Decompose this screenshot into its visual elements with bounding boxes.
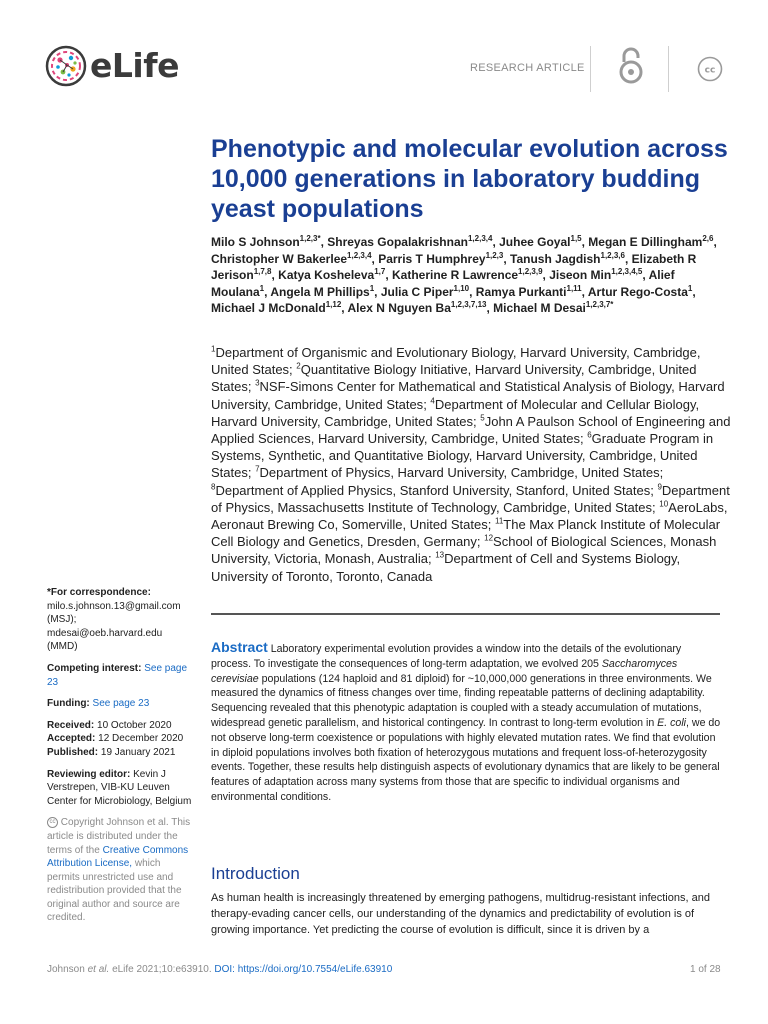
funding-link[interactable]: See page 23 xyxy=(92,698,150,710)
abstract-text-2: populations (124 haploid and 81 diploid) for ~10,000,000 generations in three environments. We measured the dynamics of fitness changes over time, finding repeatable patterns of declining adaptability. Sequencing revealed that this phenotypic adaptation is coupled with a steady accumulation of mutations, widespread genetic parallelism, and historical contingency. In contrast to long-term evolution in xyxy=(211,672,712,729)
author-affiliation-ref: 1 xyxy=(687,283,693,293)
author-affiliation-ref: 1 xyxy=(259,283,265,293)
author-name: Katya Kosheleva xyxy=(278,268,375,283)
abstract-section xyxy=(211,640,723,805)
author-list: Milo S Johnson$^{1,2,3*}$, Shreyas Gopalakrishnan$^{1,2,3,4}$, Juhee Goyal$^{1,5}$, Megan E Dillingham$^{2,6}$, Christopher W Bakerlee$^{1,2,3,4}$, Parris T Humphrey$^{1,2,3}$, Tanush Jagdish$^{1,2,3,6}$, Elizabeth R Jerison$^{1,7,8}$, Katya Kosheleva$^{1,7}$, Katherine R Lawrence$^{1,2,3,9}$, Jiseon Min$^{1,2,3,4,5}$, Alief Moulana$^1$, Angela M Phillips$^1$, Julia C Piper$^{1,10}$, Ramya Purkanti$^{1,11}$, Artur Rego-Costa$^1$, Michael J McDonald$^{1,12}$, Alex N Nguyen Ba$^{1,2,3,7,13}$, Michael M Desai$^{1,2,3,7*}$ xyxy=(211,234,717,316)
affiliation-text: Department of Applied Physics, Stanford University, Stanford, United States xyxy=(215,482,651,498)
introduction-text: As human health is increasingly threatened by emerging pathogens, multidrug-resistant infections, and therapy-evading cancer cells, our understanding of the dynamics and predictability of evolution is of growing importance. Yet predicting the course of evolution is difficult, since it is driven by a xyxy=(211,892,710,936)
author-name: Michael M Desai xyxy=(493,301,586,316)
elife-logo-icon xyxy=(44,44,88,88)
affiliation-text: AeroLabs, Aeronaut Brewing Co, Somerville, United States xyxy=(211,499,728,533)
affiliation-text: The Max Planck Institute of Molecular Cell Biology and Genetics, Dresden, Germany xyxy=(211,517,721,550)
affiliation-text: Department of Cell and Systems Biology, University of Toronto, Toronto, Canada xyxy=(211,551,681,584)
funding-label: Funding: xyxy=(47,698,90,710)
header-divider xyxy=(668,46,669,92)
article-sidebar xyxy=(47,586,195,933)
affiliation-number: 5 xyxy=(480,413,485,423)
affiliation-number: 8 xyxy=(211,482,216,492)
correspondence-label: *For correspondence: xyxy=(47,587,151,598)
author-name: Ramya Purkanti xyxy=(475,284,567,299)
received-date: 10 October 2020 xyxy=(97,719,172,731)
abstract-text-3: , we do not observe long-term coexistence or populations with highly elevated mutation rates. We find that evolution in diploid populations involves both fixation of heterozygous mutations and frequent loss-of-heterozygosity events. Together, these results help distinguish aspects of evolutionary dynamics that are likely to be general features of adaptation across many systems from those that are specific to individual organisms and environmental conditions. xyxy=(211,716,721,803)
correspondence-email-2[interactable]: mdesai@oeb.harvard.edu xyxy=(47,627,163,639)
author-name: Katherine R Lawrence xyxy=(392,268,519,283)
author-name: Megan E Dillingham xyxy=(588,235,703,249)
competing-interest-label: Competing interest: xyxy=(47,662,142,674)
author-affiliation-ref: 1,2,3,9 xyxy=(518,267,543,277)
affiliation-number: 13 xyxy=(435,551,445,561)
affiliation-text: John A Paulson School of Engineering and Applied Sciences, Harvard University, Cambridge, United States xyxy=(211,413,731,447)
received-label: Received: xyxy=(47,719,95,731)
elife-logo[interactable] xyxy=(44,44,184,92)
author-name: Michael J McDonald xyxy=(211,301,326,316)
affiliation-text: Department of Organismic and Evolutionary Biology, Harvard University, Cambridge, United States xyxy=(211,345,701,378)
affiliation-number: 11 xyxy=(494,516,504,526)
affiliation-text: Department of Physics, Massachusetts Institute of Technology, Cambridge, United States xyxy=(211,482,730,515)
footer-etal: et al. xyxy=(87,964,110,975)
abstract-heading: Abstract xyxy=(211,639,268,655)
affiliation-number: 4 xyxy=(430,396,435,406)
header-divider xyxy=(590,46,591,92)
author-name: Jiseon Min xyxy=(549,268,612,283)
reviewing-editor: Kevin J Verstrepen, VIB-KU Leuven Center for Microbiology, Belgium xyxy=(47,768,192,807)
author-affiliation-ref: 1,2,3* xyxy=(299,234,321,243)
author-affiliation-ref: 1,2,3,7* xyxy=(585,300,614,310)
author-name: Parris T Humphrey xyxy=(378,251,486,266)
author-affiliation-ref: 1,5 xyxy=(570,234,582,243)
affiliation-number: 10 xyxy=(659,499,669,509)
abstract-text-1: Laboratory experimental evolution provides a window into the details of the evolutionary process. To investigate the consequences of long-term adaptation, we evolved 205 xyxy=(211,643,682,670)
author-name: Elizabeth R Jerison xyxy=(211,251,697,283)
published-date: 19 January 2021 xyxy=(100,746,176,758)
author-affiliation-ref: 1,2,3,4 xyxy=(347,250,372,260)
author-name: Christopher W Bakerlee xyxy=(211,251,348,266)
author-name: Shreyas Gopalakrishnan xyxy=(327,235,468,249)
author-name: Julia C Piper xyxy=(380,284,454,299)
author-affiliation-ref: 1,11 xyxy=(566,283,582,293)
author-name: Angela M Phillips xyxy=(270,284,370,299)
affiliation-number: 2 xyxy=(296,361,301,371)
author-affiliation-ref: 2,6 xyxy=(702,234,714,243)
author-affiliation-ref: 1,7,8 xyxy=(253,267,272,277)
author-affiliation-ref: 1,2,3 xyxy=(485,250,504,260)
author-name: Alief Moulana xyxy=(211,268,675,299)
svg-text:cc: cc xyxy=(704,65,716,76)
footer-doi-link[interactable]: DOI: https://doi.org/10.7554/eLife.63910 xyxy=(214,964,393,975)
affiliation-text: Department of Molecular and Cellular Biology, Harvard University, Cambridge, United States xyxy=(211,396,700,429)
affiliation-text: Quantitative Biology Initiative, Harvard University, Cambridge, United States xyxy=(211,362,697,395)
competing-interest-link[interactable]: See page 23 xyxy=(47,662,188,688)
accepted-label: Accepted: xyxy=(47,733,96,745)
footer-citation: eLife 2021;10:e63910. xyxy=(112,964,212,975)
affiliation-list: $^1$Department of Organismic and Evolutionary Biology, Harvard University, Cambridge, United States; $^2$Quantitative Biology Initiative, Harvard University, Cambridge, United States; $^3$NSF-Simons Center for Mathematical and Statistical Analysis of Biology, Harvard University, Cambridge, United States; $^4$Department of Molecular and Cellular Biology, Harvard University, Cambridge, United States; $^5$John A Paulson School of Engineering and Applied Sciences, Harvard University, Cambridge, United States; $^6$Graduate Program in Systems, Synthetic, and Quantitative Biology, Harvard University, Cambridge, United States; $^7$Department of Physics, Harvard University, Cambridge, United States; $^8$Department of Applied Physics, Stanford University, Stanford, United States; $^9$Department of Physics, Massachusetts Institute of Technology, Cambridge, United States; $^{10}$AeroLabs, Aeronaut Brewing Co, Somerville, United States; $^{11}$The Max Planck Institute of Molecular Cell Biology and Genetics, Dresden, Germany; $^{12}$School of Biological Sciences, Monash University, Victoria, Monash, Australia; $^{13}$Department of Cell and Systems Biology, University of Toronto, Toronto, Canada xyxy=(211,344,731,584)
author-affiliation-ref: 1,7 xyxy=(374,267,386,277)
footer-author: Johnson xyxy=(47,964,85,975)
author-affiliation-ref: 1,2,3,7,13 xyxy=(450,300,487,310)
affiliation-number: 12 xyxy=(484,533,494,543)
creative-commons-icon[interactable] xyxy=(697,56,723,87)
published-label: Published: xyxy=(47,746,99,758)
introduction-heading: Introduction xyxy=(211,864,300,883)
reviewing-editor-label: Reviewing editor: xyxy=(47,768,131,780)
correspondence-email-1[interactable]: milo.s.johnson.13@gmail.com xyxy=(47,600,181,612)
author-name: Tanush Jagdish xyxy=(510,251,601,266)
affiliation-text: School of Biological Sciences, Monash University, Victoria, Monash, Australia xyxy=(211,534,717,567)
page-number: 1 of 28 xyxy=(690,964,721,975)
affiliation-number: 6 xyxy=(587,430,592,440)
author-affiliation-ref: 1,12 xyxy=(325,300,342,310)
author-name: Artur Rego-Costa xyxy=(587,284,688,299)
affiliation-text: Graduate Program in Systems, Synthetic, and Quantitative Biology, Harvard University, Cambridge, United States xyxy=(211,431,714,481)
section-divider xyxy=(211,613,720,615)
author-affiliation-ref: 1,2,3,4,5 xyxy=(611,267,643,277)
affiliation-number: 1 xyxy=(211,344,216,354)
page-footer xyxy=(47,964,392,975)
abstract-ecoli: E. coli xyxy=(657,716,687,729)
author-affiliation-ref: 1,2,3,6 xyxy=(600,250,625,260)
affiliation-number: 3 xyxy=(255,379,260,389)
author-name: Milo S Johnson xyxy=(211,235,300,249)
copyright-icon: cc xyxy=(47,817,58,828)
correspondence-tag-1: (MSJ); xyxy=(47,614,77,626)
author-affiliation-ref: 1,2,3,4 xyxy=(467,234,493,243)
affiliation-number: 7 xyxy=(255,465,260,475)
article-type-label: RESEARCH ARTICLE xyxy=(470,62,585,74)
affiliation-text: NSF-Simons Center for Mathematical and Statistical Analysis of Biology, Harvard University, Cambridge, United States xyxy=(211,379,725,412)
license-link[interactable]: Creative Commons Attribution License, xyxy=(47,844,189,870)
open-access-icon[interactable] xyxy=(613,46,649,91)
copyright-text: Copyright Johnson et al. This article is distributed under the terms of the xyxy=(47,817,191,856)
affiliation-number: 9 xyxy=(657,482,662,492)
correspondence-tag-2: (MMD) xyxy=(47,641,78,653)
author-affiliation-ref: 1 xyxy=(369,283,375,293)
accepted-date: 12 December 2020 xyxy=(98,733,184,745)
author-affiliation-ref: 1,10 xyxy=(453,283,470,293)
article-title: Phenotypic and molecular evolution across 10,000 generations in laboratory budding yeast populations xyxy=(211,135,728,223)
abstract-species: Saccharomyces cerevisiae xyxy=(211,657,678,685)
elife-logo-text: eLife xyxy=(90,46,179,85)
affiliation-text: Department of Physics, Harvard University, Cambridge, United States xyxy=(259,465,660,481)
author-name: Alex N Nguyen Ba xyxy=(347,301,451,316)
author-name: Juhee Goyal xyxy=(499,235,571,249)
copyright-text-rest: which permits unrestricted use and redistribution provided that the original author and source are credited. xyxy=(47,858,182,924)
